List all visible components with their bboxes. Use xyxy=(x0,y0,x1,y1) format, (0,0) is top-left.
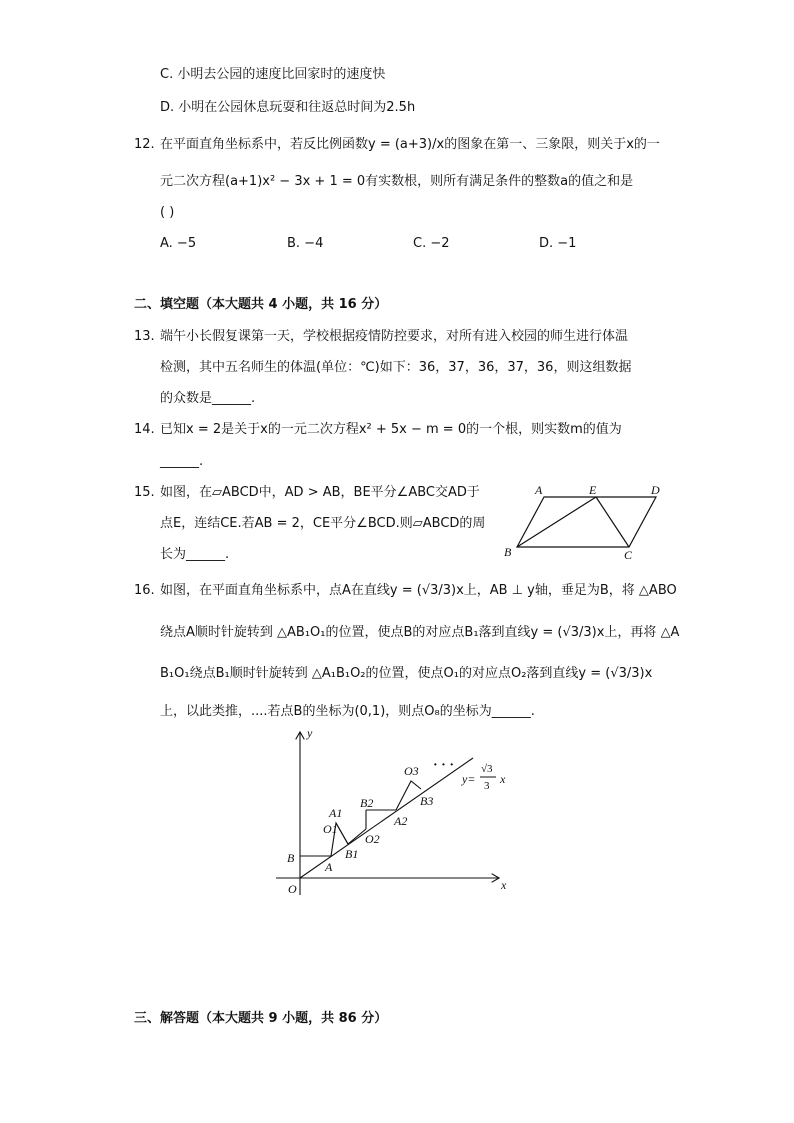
section2-heading: 二、填空题（本大题共 4 小题，共 16 分） xyxy=(134,297,388,312)
segment-be xyxy=(517,497,596,547)
q16-number: 16. xyxy=(134,583,155,598)
q12-line3: ( ) xyxy=(160,205,175,220)
q12-line1: 在平面直角坐标系中，若反比例函数y = (a+3)/x的图象在第一、三象限，则关于x的一 xyxy=(160,137,660,152)
q13-line1: 端午小长假复课第一天，学校根据疫情防控要求，对所有进入校园的师生进行体温 xyxy=(160,329,629,344)
q14-line1: 已知x = 2是关于x的一元二次方程x² + 5x − m = 0的一个根，则实数m的值为 xyxy=(160,422,622,437)
label-b1: B1 xyxy=(345,847,359,861)
triangle-a1b1o2 xyxy=(336,823,366,844)
label-o1: O1 xyxy=(323,822,338,836)
q14-number: 14. xyxy=(134,422,155,437)
q15-line1: 如图，在▱ABCD中，AD > AB，BE平分∠ABC交AD于 xyxy=(160,485,480,500)
parallelogram-abcd xyxy=(517,497,656,547)
q16-line4: 上，以此类推，....若点B的坐标为(0,1)，则点O₈的坐标为______. xyxy=(160,704,535,719)
q15-line3: 长为______. xyxy=(160,547,230,562)
label-o2: O2 xyxy=(365,832,380,846)
label-a1: A1 xyxy=(329,806,343,820)
section3-heading: 三、解答题（本大题共 9 小题，共 86 分） xyxy=(134,1011,388,1026)
q12-option-a: A. −5 xyxy=(160,236,197,251)
q13-line2: 检测，其中五名师生的体温(单位：℃)如下：36，37，36，37，36，则这组数据 xyxy=(160,360,632,375)
q11-option-c: C. 小明去公园的速度比回家时的速度快 xyxy=(160,67,386,82)
label-origin: O xyxy=(288,882,297,896)
label-a: A xyxy=(325,860,333,874)
q12-option-c: C. −2 xyxy=(413,236,450,251)
ellipsis-dots: · · · xyxy=(433,758,455,773)
q13-line3: 的众数是______. xyxy=(160,391,256,406)
label-a2: A2 xyxy=(394,814,408,828)
label-d: D xyxy=(651,483,660,497)
label-b: B xyxy=(287,851,295,865)
label-e: E xyxy=(589,483,597,497)
q14-line2: ______. xyxy=(160,454,204,469)
axis-label-x: x xyxy=(501,878,507,892)
q16-line1: 如图，在平面直角坐标系中，点A在直线y = (√3/3)x上，AB ⊥ y轴，垂足为B，将 △ABO xyxy=(160,583,677,598)
q12-option-d: D. −1 xyxy=(539,236,577,251)
q16-line3: B₁O₁绕点B₁顺时针旋转到 △A₁B₁O₂的位置，使点O₁的对应点O₂落到直线y = (√3/3)x xyxy=(160,666,653,681)
label-b3: B3 xyxy=(420,794,434,808)
q12-number: 12. xyxy=(134,137,155,152)
axis-label-y: y xyxy=(307,726,313,740)
line-eq-denominator: 3 xyxy=(484,780,490,792)
q11-option-d: D. 小明在公园休息玩耍和往返总时间为2.5h xyxy=(160,100,416,115)
label-b: B xyxy=(504,545,512,559)
q15-number: 15. xyxy=(134,485,155,500)
label-c: C xyxy=(624,548,633,562)
q15-line2: 点E，连结CE.若AB = 2，CE平分∠BCD.则▱ABCD的周 xyxy=(160,516,486,531)
q13-number: 13. xyxy=(134,329,155,344)
label-a: A xyxy=(535,483,543,497)
q16-rotation-figure xyxy=(270,725,530,905)
segment-ce xyxy=(596,497,629,547)
label-o3: O3 xyxy=(404,764,419,778)
q12-option-b: B. −4 xyxy=(287,236,324,251)
q16-line2: 绕点A顺时针旋转到 △AB₁O₁的位置，使点B的对应点B₁落到直线y = (√3/3)x上，再将 △A xyxy=(160,625,680,640)
line-eq-var: x xyxy=(500,772,506,786)
q15-parallelogram-figure xyxy=(496,478,676,564)
q12-line2: 元二次方程(a+1)x² − 3x + 1 = 0有实数根，则所有满足条件的整数a的值之和是 xyxy=(160,174,634,189)
label-b2: B2 xyxy=(360,796,374,810)
line-eq-numerator: √3 xyxy=(481,763,493,775)
line-eq-lhs: y= xyxy=(462,772,476,786)
triangle-o3 xyxy=(396,781,421,810)
